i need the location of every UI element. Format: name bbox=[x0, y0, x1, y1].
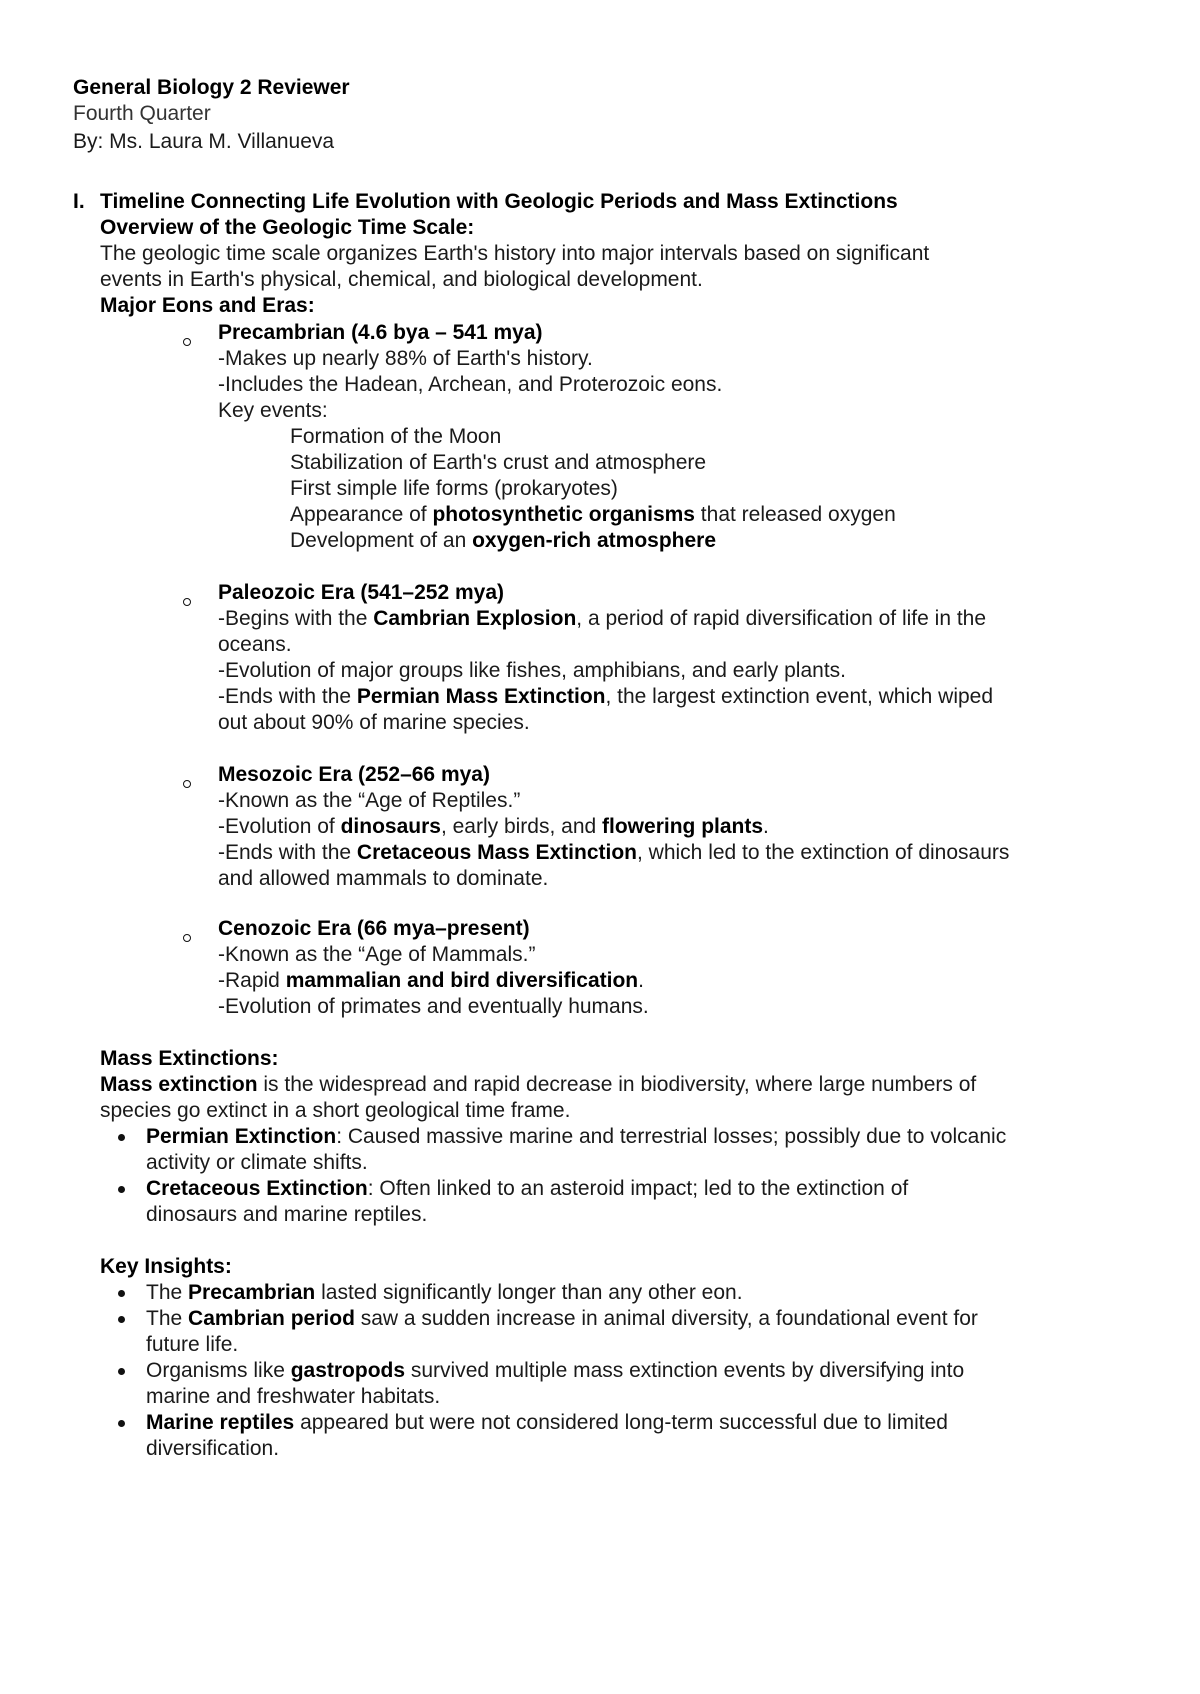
cretaceous-extinction-item-cont: dinosaurs and marine reptiles. bbox=[146, 1203, 428, 1226]
cenozoic-title: Cenozoic Era (66 mya–present) bbox=[218, 917, 530, 940]
bullet-dot-icon bbox=[118, 1186, 125, 1193]
cenozoic-line-2: -Rapid mammalian and bird diversification. bbox=[218, 969, 644, 992]
precambrian-event-5: Development of an oxygen-rich atmosphere bbox=[290, 529, 717, 552]
paleozoic-line-3: -Ends with the Permian Mass Extinction, the largest extinction event, which wiped bbox=[218, 685, 994, 708]
bullet-dot-icon bbox=[118, 1290, 125, 1297]
eons-heading: Major Eons and Eras: bbox=[100, 294, 315, 317]
mass-extinction-definition-cont: species go extinct in a short geological time frame. bbox=[100, 1099, 571, 1122]
bullet-dot-icon bbox=[118, 1368, 125, 1375]
insight-item-3-cont: marine and freshwater habitats. bbox=[146, 1385, 441, 1408]
insight-item-1: The Precambrian lasted significantly longer than any other eon. bbox=[146, 1281, 743, 1304]
overview-text-line-2: events in Earth's physical, chemical, and biological development. bbox=[100, 268, 703, 291]
mesozoic-line-2: -Evolution of dinosaurs, early birds, and flowering plants. bbox=[218, 815, 769, 838]
cretaceous-extinction-item: Cretaceous Extinction: Often linked to an asteroid impact; led to the extinction of bbox=[146, 1177, 909, 1200]
cenozoic-line-1: -Known as the “Age of Mammals.” bbox=[218, 943, 536, 966]
document-title: General Biology 2 Reviewer bbox=[73, 76, 350, 99]
paleozoic-title: Paleozoic Era (541–252 mya) bbox=[218, 581, 505, 604]
quarter-subtitle: Fourth Quarter bbox=[73, 102, 211, 125]
precambrian-title: Precambrian (4.6 bya – 541 mya) bbox=[218, 321, 543, 344]
circle-bullet-icon bbox=[183, 598, 191, 606]
insight-item-2-cont: future life. bbox=[146, 1333, 239, 1356]
circle-bullet-icon bbox=[183, 338, 191, 346]
cenozoic-line-3: -Evolution of primates and eventually humans. bbox=[218, 995, 649, 1018]
insight-item-3: Organisms like gastropods survived multiple mass extinction events by diversifying into bbox=[146, 1359, 965, 1382]
insight-item-4: Marine reptiles appeared but were not considered long-term successful due to limited bbox=[146, 1411, 948, 1434]
permian-extinction-item-cont: activity or climate shifts. bbox=[146, 1151, 368, 1174]
key-insights-heading: Key Insights: bbox=[100, 1255, 232, 1278]
mass-extinctions-heading: Mass Extinctions: bbox=[100, 1047, 279, 1070]
mesozoic-title: Mesozoic Era (252–66 mya) bbox=[218, 763, 490, 786]
bullet-dot-icon bbox=[118, 1316, 125, 1323]
precambrian-event-4: Appearance of photosynthetic organisms that released oxygen bbox=[290, 503, 896, 526]
precambrian-key-events-label: Key events: bbox=[218, 399, 328, 422]
precambrian-line-2: -Includes the Hadean, Archean, and Proterozoic eons. bbox=[218, 373, 723, 396]
bullet-dot-icon bbox=[118, 1134, 125, 1141]
paleozoic-line-2: -Evolution of major groups like fishes, amphibians, and early plants. bbox=[218, 659, 846, 682]
permian-extinction-item: Permian Extinction: Caused massive marine and terrestrial losses; possibly due to volcanic bbox=[146, 1125, 1007, 1148]
paleozoic-line-1: -Begins with the Cambrian Explosion, a period of rapid diversification of life in the bbox=[218, 607, 987, 630]
overview-text-line-1: The geologic time scale organizes Earth's history into major intervals based on significant bbox=[100, 242, 930, 265]
circle-bullet-icon bbox=[183, 934, 191, 942]
mass-extinction-definition: Mass extinction is the widespread and rapid decrease in biodiversity, where large numbers of bbox=[100, 1073, 977, 1096]
overview-heading: Overview of the Geologic Time Scale: bbox=[100, 216, 475, 239]
circle-bullet-icon bbox=[183, 780, 191, 788]
section-1-title: Timeline Connecting Life Evolution with Geologic Periods and Mass Extinctions bbox=[100, 190, 898, 213]
mesozoic-line-3: -Ends with the Cretaceous Mass Extinction, which led to the extinction of dinosaurs bbox=[218, 841, 1010, 864]
precambrian-event-1: Formation of the Moon bbox=[290, 425, 502, 448]
section-1-number: I. bbox=[73, 190, 85, 213]
paleozoic-line-1-cont: oceans. bbox=[218, 633, 292, 656]
bullet-dot-icon bbox=[118, 1420, 125, 1427]
insight-item-2: The Cambrian period saw a sudden increase in animal diversity, a foundational event for bbox=[146, 1307, 978, 1330]
author-line: By: Ms. Laura M. Villanueva bbox=[73, 130, 335, 153]
mesozoic-line-3-cont: and allowed mammals to dominate. bbox=[218, 867, 549, 890]
precambrian-event-3: First simple life forms (prokaryotes) bbox=[290, 477, 618, 500]
precambrian-line-1: -Makes up nearly 88% of Earth's history. bbox=[218, 347, 593, 370]
paleozoic-line-3-cont: out about 90% of marine species. bbox=[218, 711, 530, 734]
mesozoic-line-1: -Known as the “Age of Reptiles.” bbox=[218, 789, 521, 812]
precambrian-event-2: Stabilization of Earth's crust and atmosphere bbox=[290, 451, 707, 474]
insight-item-4-cont: diversification. bbox=[146, 1437, 280, 1460]
